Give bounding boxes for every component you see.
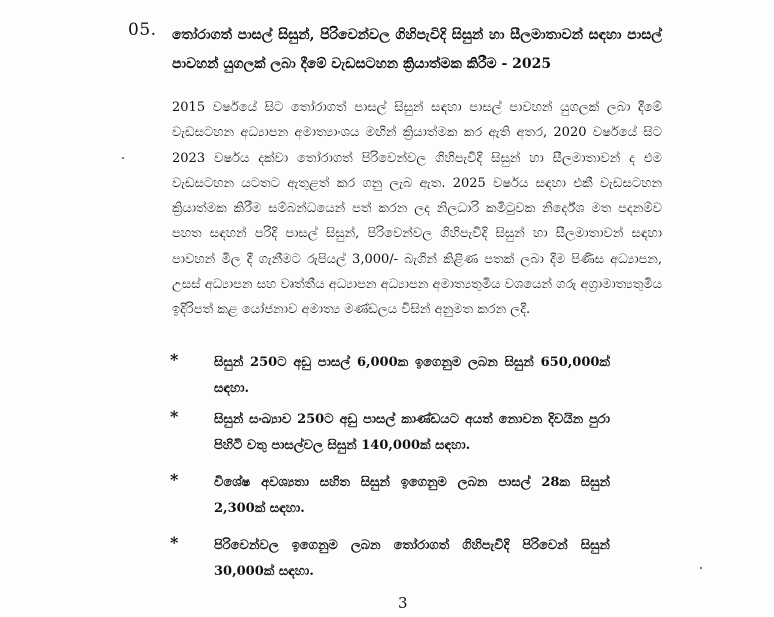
body-paragraph: 2015 වර්ෂයේ සිට තෝරාගත් පාසල් සිසුන් සඳහා පාසල් පාවහන් යුගලක් ලබා දීමේ වැඩසටහන අධ්‍යාපන අමාත්‍යාංශය මඟින් ක්‍රියාත්මක කර ඇති අතර, 2020 වර්ෂයේ සිට 2023 වර්ෂය දක්වා තෝරාගත් පිරිවෙන්වල ගිහිපැවිදි සිසුන් හා සීලමාතාවන් ද එම වැඩසටහන යටතට ඇතුළත් කර ගනු ලැබ ඇත. 2025 වර්ෂය සඳහා එකී වැඩසටහන ක්‍රියාත්මක කිරීම සම්බන්ධයෙන් පත් කරන ලද නිලධාරි කමිටුවක නිර්දේශ මත පදනම්ව පහත සඳහන් පරිදි පාසල් සිසුන්, පිරිවෙන්වල ගිහිපැවිදි සිසුන් හා සීලමාතාවන් සඳහා පාවහන් මිල දී ගැනීමට රුපියල් 3,000/- බැගින් කිළිණ පතක් ලබා දීම පිණිස අධ්‍යාපන, උසස් අධ්‍යාපන සහ වෘත්තීය අධ්‍යාපන අධ්‍යාපන අමාත්‍යතුමිය වශයෙන් ගරු අග්‍රාමාත්‍යතුමිය ඉදිරිපත් කළ යෝජනාව අමාත්‍ය මණ්ඩලය විසින් අනුමත කරන ලදී.	[172, 100, 662, 318]
list-item-text: සිසුන් 250ට අඩු පාසල් 6,000ක ඉගෙනුම ලබන සිසුන් 650,000ක් සඳහා.	[214, 355, 610, 396]
bullet-asterisk: *	[170, 470, 179, 489]
list-item-text: පිරිවෙන්වල ඉගෙනුම ලබන තෝරාගත් ගිහිපැවිදි පිරිවෙන් සිසුන් 30,000ක් සඳහා.	[214, 538, 610, 579]
bullet-asterisk: *	[170, 407, 179, 426]
scan-speck	[700, 567, 702, 569]
page-number: 3	[398, 594, 408, 612]
list-item-text: විශේෂ අවශ්‍යතා සහිත සිසුන් ඉගෙනුම ලබන පාසල් 28ක සිසුන් 2,300ක් සඳහා.	[214, 475, 610, 516]
scan-speck	[122, 157, 124, 159]
section-title: තෝරාගත් පාසල් සිසුන්, පිරිවෙන්වල ගිහිපැවිදි සිසුන් හා සීලමාතාවන් සඳහා පාසල් පාවහන් යුගලක් ලබා දීමේ වැඩසටහන ක්‍රියාත්මක කිරීම - 2025	[172, 27, 662, 72]
section-number: 05.	[128, 20, 157, 40]
bullet-asterisk: *	[170, 533, 179, 552]
bullet-asterisk: *	[170, 350, 179, 369]
list-item-text: සිසුන් සංඛ්‍යාව 250ට අඩු පාසල් කාණ්ඩයට අයත් නොවන දිවයින පුරා පිහිටි වතු පාසල්වල සිසුන් 140,000ක් සඳහා.	[214, 412, 610, 453]
